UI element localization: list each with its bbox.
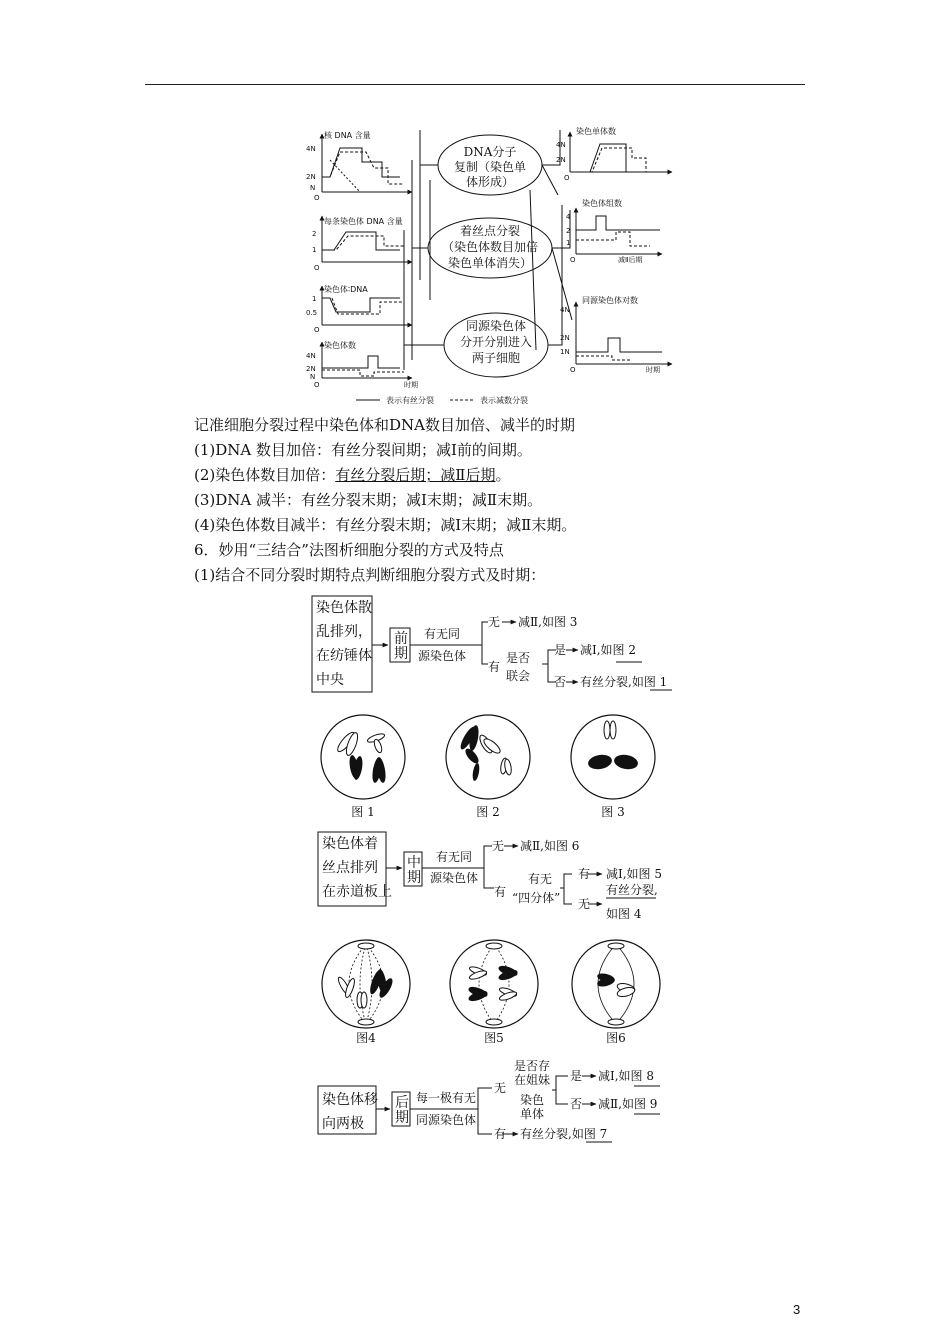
item-2-prefix: (2)染色体数目加倍： (194, 466, 336, 484)
section-6-title: 6．妙用“三结合”法图析细胞分裂的方式及特点 (194, 541, 504, 559)
oval1-line3: 体形成） (465, 175, 515, 189)
graph-chromosome-dna-ratio (306, 284, 412, 334)
f2-stage-1: 中 (407, 855, 421, 871)
g2-tick-2: 2 (312, 230, 317, 238)
f3-stage-2: 期 (395, 1110, 409, 1126)
graph-homologous-pairs (560, 295, 672, 374)
f3-box-line2: 向两极 (322, 1116, 364, 1132)
f3-box-line1: 染色体移 (322, 1092, 378, 1108)
g6-origin: O (570, 256, 576, 264)
g2-origin: O (314, 264, 320, 272)
caption-fig4: 图4 (356, 1031, 376, 1045)
f3-q2-line4: 单体 (520, 1107, 545, 1121)
g4-tick-n: N (310, 373, 316, 381)
f3-q1-line2: 同源染色体 (416, 1113, 477, 1127)
cell-figure-5 (467, 943, 519, 1025)
f3-q2-line3: 染色 (520, 1093, 545, 1107)
f1-q2-line2: 联会 (506, 669, 531, 683)
flowchart-metaphase (316, 828, 686, 924)
graph-dna-per-chromosome (312, 216, 412, 272)
item-2-suffix: 。 (495, 466, 511, 484)
f3-fou-result: 减Ⅱ,如图 9 (598, 1097, 658, 1111)
f2-wu: 无 (578, 897, 591, 911)
g7-xlabel: 时期 (646, 366, 660, 374)
f2-q2-line2: “四分体” (512, 891, 561, 905)
g3-title: 染色体∶DNA (324, 285, 368, 294)
g4-title: 染色体数 (324, 341, 356, 350)
g1-tick-n: N (310, 184, 316, 192)
f1-box-line4: 中央 (316, 672, 344, 688)
f1-yes: 有 (488, 660, 501, 674)
g2-tick-1: 1 (312, 246, 317, 254)
oval2-line2: （染色体数目加倍 (441, 240, 539, 254)
f1-no: 无 (488, 615, 501, 629)
oval1-line2: 复制（染色单 (453, 160, 527, 174)
graph-nuclear-dna (306, 130, 412, 202)
oval1-line1: DNA分子 (463, 145, 517, 159)
f2-no: 无 (492, 839, 505, 853)
legend-dashed: 表示减数分裂 (480, 396, 528, 405)
g1-tick-4n: 4N (306, 145, 316, 153)
g1-title: 核 DNA 含量 (324, 131, 371, 140)
f3-shi-result: 减Ⅰ,如图 8 (598, 1069, 655, 1083)
g5-title: 染色单体数 (576, 127, 616, 136)
f2-box-line3: 在赤道板上 (322, 884, 392, 900)
item-2 (194, 463, 510, 487)
g7-origin: O (570, 366, 576, 374)
oval2-line1: 着丝点分裂 (459, 224, 521, 238)
g7-tick-4n: 4N (560, 306, 570, 314)
f1-fou: 否 (554, 675, 567, 689)
f2-box-line2: 丝点排列 (322, 860, 378, 876)
f3-stage-1: 后 (395, 1095, 409, 1111)
f3-fou: 否 (570, 1097, 583, 1111)
caption-fig5: 图5 (484, 1031, 504, 1045)
cells-row-2 (318, 938, 668, 1050)
heading-paragraph: 记准细胞分裂过程中染色体和DNA数目加倍、减半的时期 (194, 416, 575, 434)
header-rule (145, 84, 805, 85)
cell-figure-3 (587, 721, 639, 771)
f1-box-line1: 染色体散 (316, 600, 372, 616)
f2-you: 有 (578, 867, 591, 881)
g6-tick-4: 4 (566, 213, 571, 221)
g3-tick-05: 0.5 (306, 309, 318, 317)
g4-tick-4n: 4N (306, 352, 316, 360)
f2-yes: 有 (494, 885, 507, 899)
caption-fig1: 图 1 (351, 805, 375, 819)
legend-solid: 表示有丝分裂 (386, 396, 434, 405)
caption-fig6: 图6 (606, 1031, 626, 1045)
g4-xlabel: 时期 (404, 381, 418, 389)
f1-box-line2: 乱排列， (316, 624, 372, 640)
page-number: 3 (793, 1302, 801, 1317)
f1-q1-line2: 源染色体 (418, 649, 467, 663)
f2-q1-line1: 有无同 (436, 850, 473, 864)
oval3-line2: 分开分别进入 (459, 335, 533, 349)
g5-origin: O (564, 174, 570, 182)
g6-tick-1: 1 (566, 239, 571, 247)
g4-origin: O (314, 381, 320, 389)
f2-no-result: 减Ⅱ,如图 6 (520, 839, 580, 853)
f3-q2-line2: 在姐妹 (514, 1073, 551, 1087)
g7-title: 同源染色体对数 (582, 296, 638, 305)
overview-legend (356, 395, 528, 405)
item-2-underlined: 有丝分裂后期；减Ⅱ后期 (335, 466, 496, 484)
g4-tick-2n: 2N (306, 365, 316, 373)
f1-stage-1: 前 (394, 631, 408, 647)
f1-shi: 是 (554, 643, 567, 657)
g6-xlabel: 减Ⅱ后期 (618, 256, 643, 264)
graph-chromosome-set-number (566, 198, 662, 264)
g2-title: 每条染色体 DNA 含量 (324, 217, 403, 226)
g1-tick-2n: 2N (306, 173, 316, 181)
f2-you-result: 减Ⅰ,如图 5 (606, 867, 663, 881)
caption-fig2: 图 2 (476, 805, 500, 819)
item-1: (1)DNA 数目加倍：有丝分裂间期；减Ⅰ前的间期。 (194, 441, 532, 459)
f2-wu-result-1: 有丝分裂, (606, 883, 658, 897)
f1-q2-line1: 是否 (506, 651, 531, 665)
cell-figure-6 (596, 943, 635, 1025)
oval3-line1: 同源染色体 (465, 319, 527, 333)
g3-origin: O (314, 326, 320, 334)
flowchart-prophase (310, 592, 680, 698)
f2-box-line1: 染色体着 (322, 836, 378, 852)
f1-fou-result: 有丝分裂,如图 1 (580, 675, 668, 689)
item-4: (4)染色体数目减半：有丝分裂末期；减Ⅰ末期；减Ⅱ末期。 (194, 516, 577, 534)
g5-tick-4n: 4N (556, 141, 566, 149)
f2-stage-2: 期 (407, 870, 421, 886)
cell-figure-2 (458, 725, 512, 782)
graph-chromosome-number (306, 340, 418, 389)
f2-q1-line2: 源染色体 (430, 871, 479, 885)
g7-tick-1n: 1N (560, 348, 570, 356)
caption-fig3: 图 3 (601, 805, 625, 819)
f3-yes-result: 有丝分裂,如图 7 (520, 1127, 608, 1141)
oval3-line3: 两子细胞 (471, 351, 521, 365)
subsection-1-title: (1)结合不同分裂时期特点判断细胞分裂方式及时期： (194, 566, 546, 584)
cell-figure-1 (335, 730, 387, 783)
oval2-line3: 染色单体消失） (447, 256, 533, 270)
cells-row-1 (318, 712, 658, 824)
f3-shi: 是 (570, 1069, 583, 1083)
f3-q2-line1: 是否存 (514, 1059, 551, 1073)
g1-origin: O (314, 194, 320, 202)
f2-q2-line1: 有无 (528, 872, 553, 886)
f1-shi-result: 减Ⅰ,如图 2 (580, 643, 637, 657)
f1-q1-line1: 有无同 (424, 627, 461, 641)
f3-q1-line1: 每一极有无 (416, 1091, 477, 1105)
f1-box-line3: 在纺锤体 (316, 648, 372, 664)
g6-tick-2: 2 (566, 227, 571, 235)
f3-no: 无 (494, 1081, 507, 1095)
g6-title: 染色体组数 (582, 199, 622, 208)
f2-wu-result-2: 如图 4 (606, 907, 642, 921)
g7-tick-2n: 2N (560, 334, 570, 342)
flowchart-anaphase (316, 1056, 686, 1148)
graph-chromatid-number (556, 126, 672, 182)
f1-no-result: 减Ⅱ,如图 3 (518, 615, 578, 629)
cell-figure-4 (336, 943, 395, 1025)
f1-stage-2: 期 (394, 646, 408, 662)
f3-yes: 有 (494, 1127, 507, 1141)
overview-figure (300, 120, 680, 410)
item-3: (3)DNA 减半：有丝分裂末期；减Ⅰ末期；减Ⅱ末期。 (194, 491, 543, 509)
g5-tick-2n: 2N (556, 156, 566, 164)
g3-tick-1: 1 (312, 295, 317, 303)
